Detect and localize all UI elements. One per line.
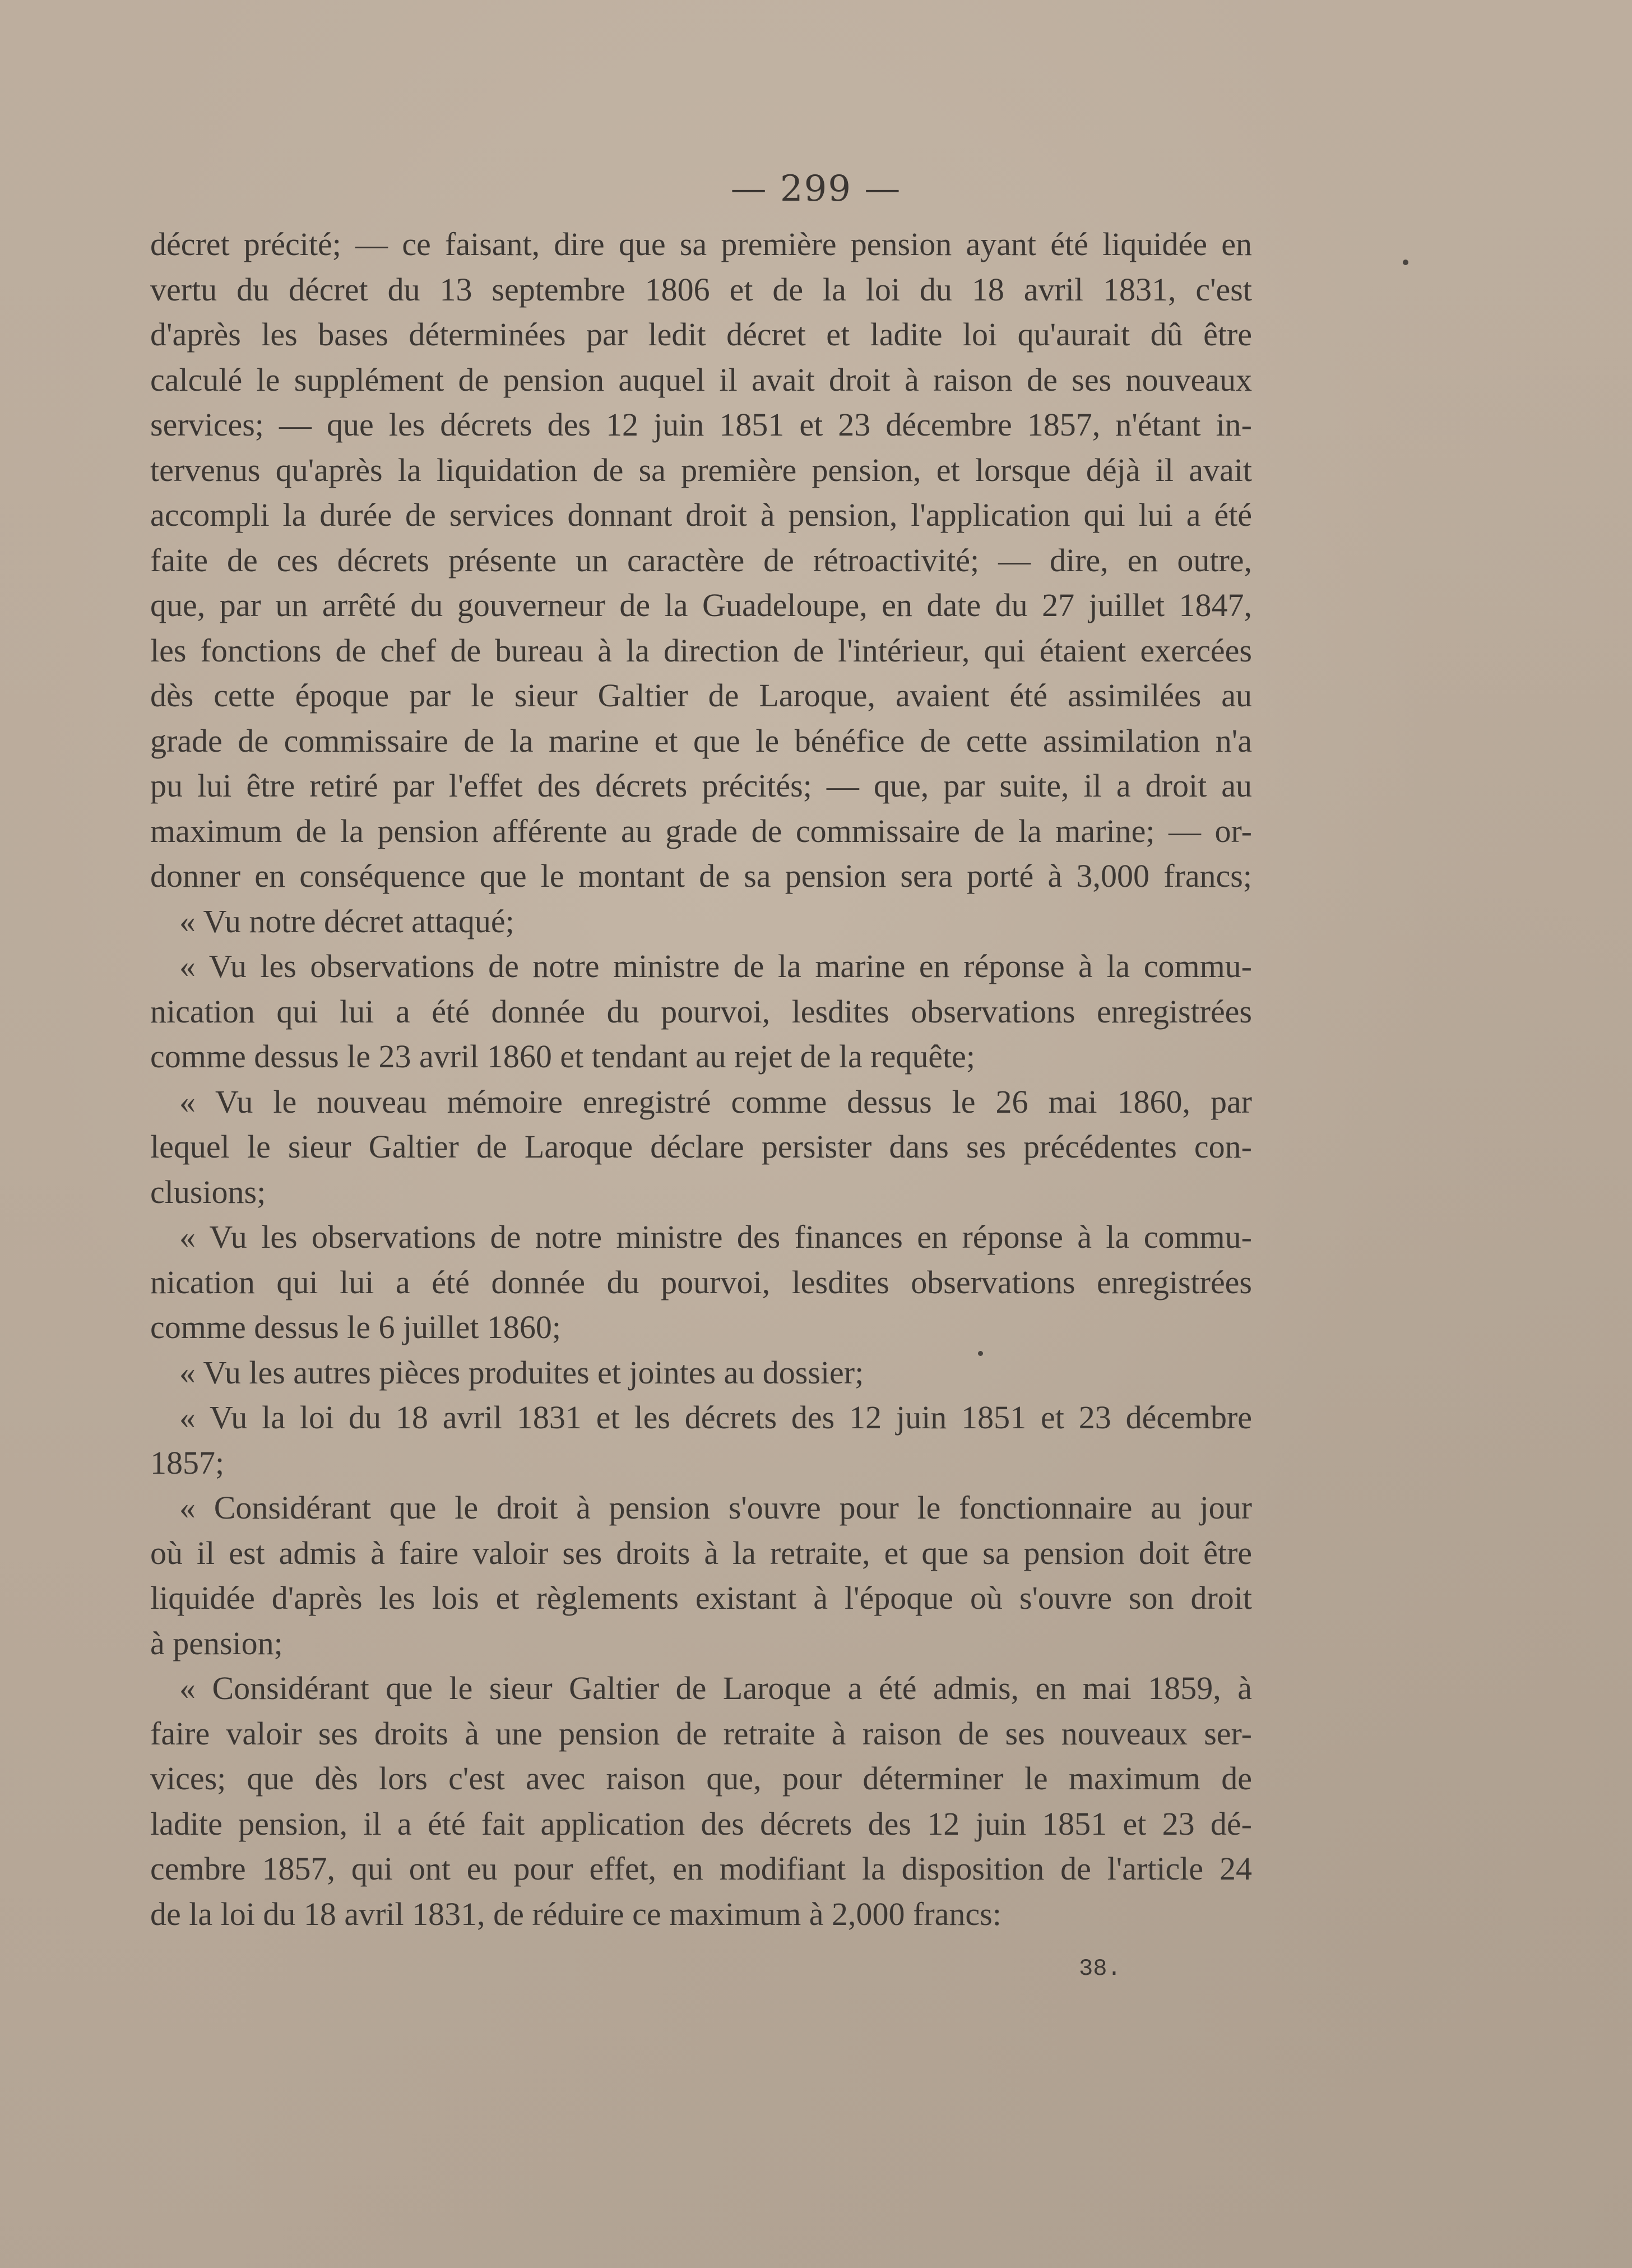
text-line: « Vu les autres pièces produites et jointes au dossier;: [179, 1354, 864, 1391]
signature-mark: 38.: [1079, 1955, 1121, 1982]
text-line: donner en conséquence que le montant de sa pension sera porté à 3,000 francs;: [150, 858, 1252, 894]
text-line: 1857;: [150, 1444, 225, 1481]
text-line: nication qui lui a été donnée du pourvoi, lesdites observations enregistrées: [150, 993, 1252, 1030]
text-line: où il est admis à faire valoir ses droits à la retraite, et que sa pension doit être: [150, 1534, 1252, 1571]
text-line: calculé le supplément de pension auquel il avait droit à raison de ses nouveaux: [150, 361, 1252, 398]
text-line: dès cette époque par le sieur Galtier de Laroque, avaient été assimilées au: [150, 677, 1252, 714]
text-line: services; — que les décrets des 12 juin 1851 et 23 décembre 1857, n'étant in-: [150, 406, 1252, 443]
text-line: les fonctions de chef de bureau à la direction de l'intérieur, qui étaient exercées: [150, 632, 1252, 669]
text-line: vertu du décret du 13 septembre 1806 et de la loi du 18 avril 1831, c'est: [150, 271, 1252, 308]
text-line: faite de ces décrets présente un caractère de rétroactivité; — dire, en outre,: [150, 541, 1252, 578]
text-line: « Vu notre décret attaqué;: [179, 902, 514, 939]
ink-speck: [978, 1351, 983, 1356]
text-line: liquidée d'après les lois et règlements existant à l'époque où s'ouvre son droit: [150, 1580, 1252, 1616]
text-line: cembre 1857, qui ont eu pour effet, en modifiant la disposition de l'article 24: [150, 1850, 1252, 1887]
text-line: lequel le sieur Galtier de Laroque déclare persister dans ses précédentes con-: [150, 1128, 1252, 1165]
ink-speck: [1403, 260, 1408, 265]
text-line: « Considérant que le sieur Galtier de Laroque a été admis, en mai 1859, à: [179, 1670, 1252, 1706]
text-line: « Vu les observations de notre ministre de la marine en réponse à la commu-: [179, 948, 1252, 984]
text-line: de la loi du 18 avril 1831, de réduire ce maximum à 2,000 francs:: [150, 1895, 1002, 1932]
text-line: décret précité; — ce faisant, dire que sa première pension ayant été liquidée en: [150, 226, 1252, 262]
body-text: [150, 222, 1252, 1937]
text-line: clusions;: [150, 1173, 266, 1210]
text-line: pu lui être retiré par l'effet des décrets précités; — que, par suite, il a droit au: [150, 767, 1252, 804]
text-line: faire valoir ses droits à une pension de retraite à raison de ses nouveaux ser-: [150, 1715, 1252, 1752]
text-line: « Vu le nouveau mémoire enregistré comme dessus le 26 mai 1860, par: [179, 1083, 1252, 1120]
text-line: d'après les bases déterminées par ledit décret et ladite loi qu'aurait dû être: [150, 316, 1252, 353]
text-line: maximum de la pension afférente au grade de commissaire de la marine; — or-: [150, 812, 1252, 849]
text-line: grade de commissaire de la marine et que le bénéfice de cette assimilation n'a: [150, 722, 1252, 759]
text-line: tervenus qu'après la liquidation de sa première pension, et lorsque déjà il avait: [150, 451, 1252, 488]
text-line: comme dessus le 23 avril 1860 et tendant au rejet de la requête;: [150, 1038, 976, 1075]
text-line: comme dessus le 6 juillet 1860;: [150, 1309, 561, 1345]
page-number: — 299 —: [730, 168, 902, 210]
text-line: « Considérant que le droit à pension s'ouvre pour le fonctionnaire au jour: [179, 1489, 1252, 1526]
text-line: nication qui lui a été donnée du pourvoi, lesdites observations enregistrées: [150, 1263, 1252, 1300]
text-line: vices; que dès lors c'est avec raison que, pour déterminer le maximum de: [150, 1760, 1252, 1797]
text-line: « Vu les observations de notre ministre des finances en réponse à la commu-: [179, 1219, 1252, 1255]
text-line: accompli la durée de services donnant droit à pension, l'application qui lui a été: [150, 497, 1252, 533]
text-line: que, par un arrêté du gouverneur de la Guadeloupe, en date du 27 juillet 1847,: [150, 587, 1252, 623]
text-line: « Vu la loi du 18 avril 1831 et les décrets des 12 juin 1851 et 23 décembre: [179, 1399, 1252, 1436]
text-line: ladite pension, il a été fait application des décrets des 12 juin 1851 et 23 dé-: [150, 1805, 1252, 1842]
text-line: à pension;: [150, 1624, 283, 1661]
